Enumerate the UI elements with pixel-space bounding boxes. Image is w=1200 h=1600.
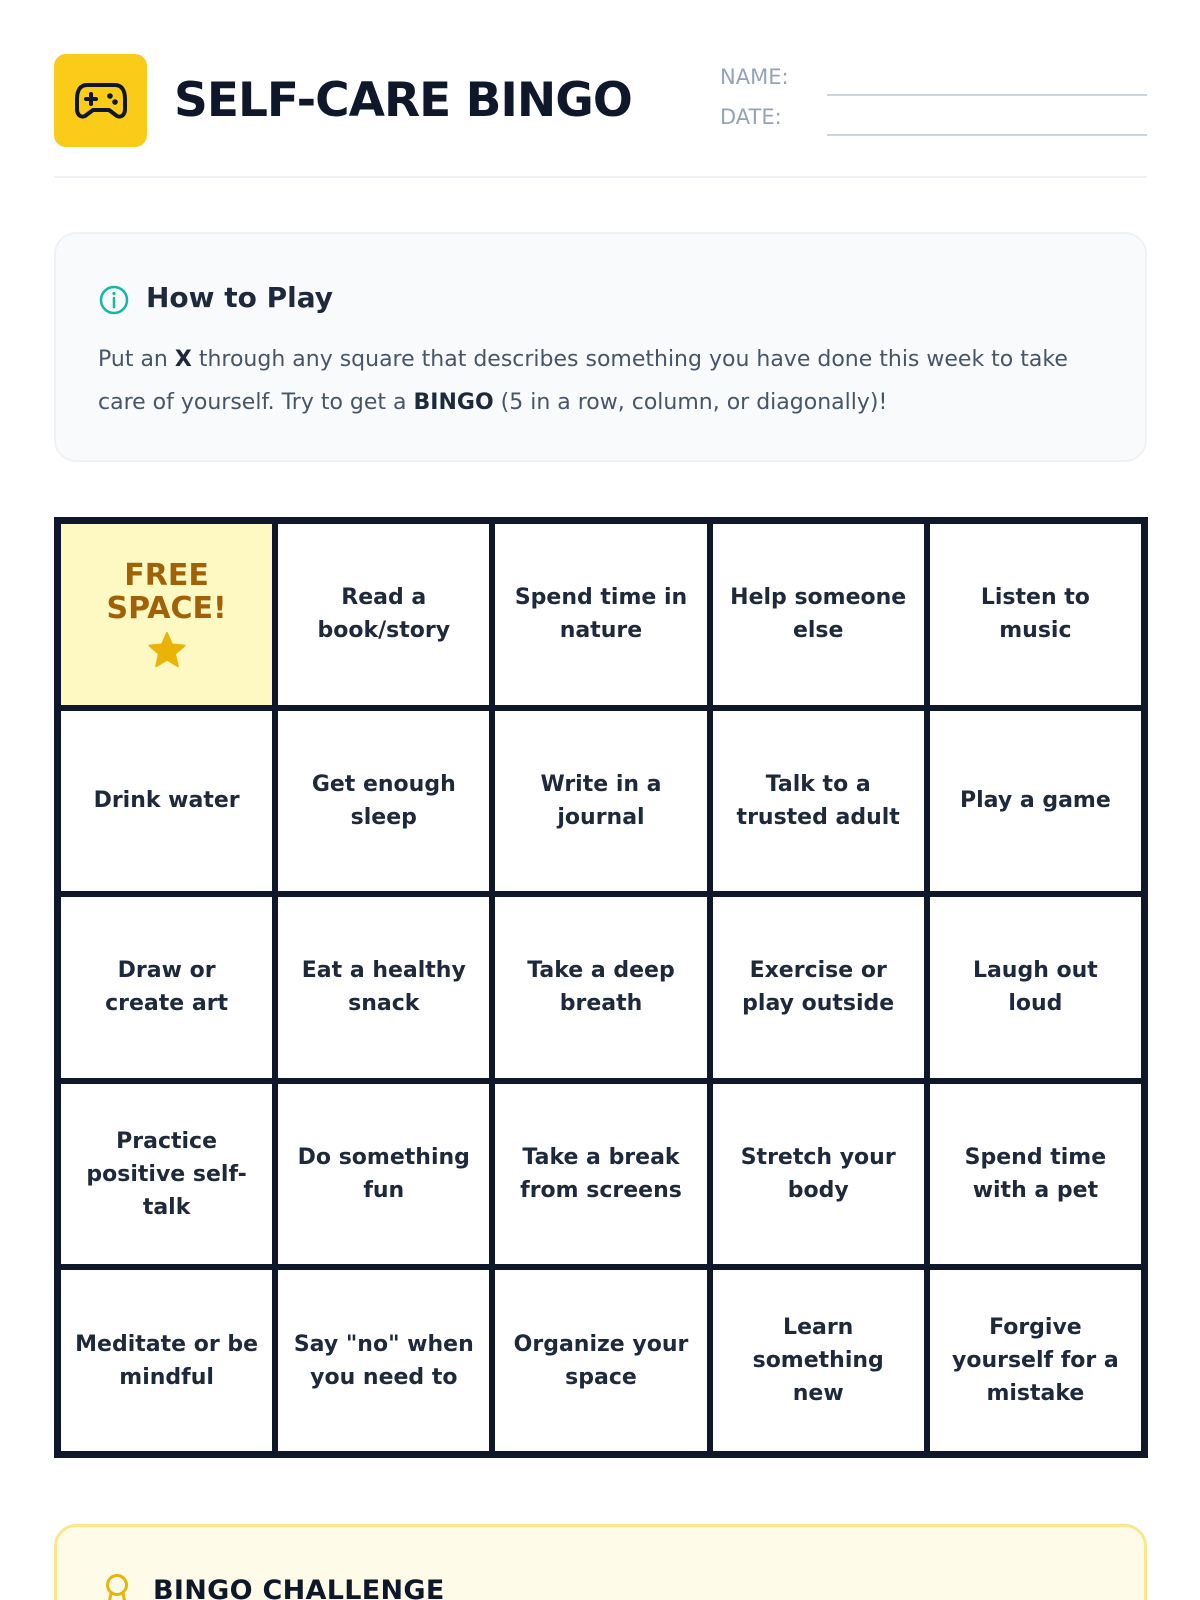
- bingo-cell[interactable]: Take a break from screens: [495, 1084, 706, 1265]
- bingo-cell[interactable]: Write in a journal: [495, 711, 706, 892]
- award-icon: [103, 1573, 131, 1600]
- bingo-cell[interactable]: Get enough sleep: [278, 711, 489, 892]
- bingo-cell[interactable]: Play a game: [930, 711, 1141, 892]
- bingo-cell[interactable]: Meditate or be mindful: [61, 1270, 272, 1451]
- date-label: DATE:: [720, 105, 782, 129]
- bingo-challenge-panel: [54, 1524, 1147, 1600]
- bingo-cell[interactable]: Talk to a trusted adult: [713, 711, 924, 892]
- how-to-play-text: Put an X through any square that describes something you have done this week to take care of yourself. Try to get a BINGO (5 in a row, column, or diagonally)!: [98, 347, 1068, 415]
- bingo-cell[interactable]: Organize your space: [495, 1270, 706, 1451]
- bingo-cell[interactable]: Help someone else: [713, 524, 924, 705]
- bingo-cell[interactable]: Learn something new: [713, 1270, 924, 1451]
- bingo-challenge-title: BINGO CHALLENGE: [153, 1575, 445, 1600]
- how-to-play-title: How to Play: [146, 281, 334, 314]
- info-icon: [98, 284, 130, 316]
- bingo-cell[interactable]: Take a deep breath: [495, 897, 706, 1078]
- name-field[interactable]: [827, 94, 1147, 96]
- bingo-cell-free-space[interactable]: [61, 524, 272, 705]
- how-to-play-panel: [54, 232, 1147, 462]
- date-field[interactable]: [827, 134, 1147, 136]
- star-icon: [147, 631, 187, 669]
- bingo-cell[interactable]: Say "no" when you need to: [278, 1270, 489, 1451]
- free-space-label: FREE SPACE!: [106, 558, 227, 627]
- bingo-board: [54, 517, 1148, 1458]
- logo-badge: [54, 54, 147, 147]
- bingo-cell[interactable]: Listen to music: [930, 524, 1141, 705]
- bingo-cell[interactable]: Stretch your body: [713, 1084, 924, 1265]
- name-label: NAME:: [720, 65, 789, 89]
- bingo-cell[interactable]: Exercise or play outside: [713, 897, 924, 1078]
- bingo-cell[interactable]: Draw or create art: [61, 897, 272, 1078]
- bingo-cell[interactable]: Drink water: [61, 711, 272, 892]
- bingo-cell[interactable]: Read a book/story: [278, 524, 489, 705]
- page-header: [54, 54, 1147, 178]
- bingo-cell[interactable]: Spend time with a pet: [930, 1084, 1141, 1265]
- bingo-cell[interactable]: Forgive yourself for a mistake: [930, 1270, 1141, 1451]
- bingo-cell[interactable]: Eat a healthy snack: [278, 897, 489, 1078]
- bingo-cell[interactable]: Practice positive self-talk: [61, 1084, 272, 1265]
- bingo-cell[interactable]: Spend time in nature: [495, 524, 706, 705]
- bingo-cell[interactable]: Do something fun: [278, 1084, 489, 1265]
- bingo-cell[interactable]: Laugh out loud: [930, 897, 1141, 1078]
- page-title: SELF-CARE BINGO: [174, 73, 632, 128]
- gamepad-icon: [75, 81, 127, 121]
